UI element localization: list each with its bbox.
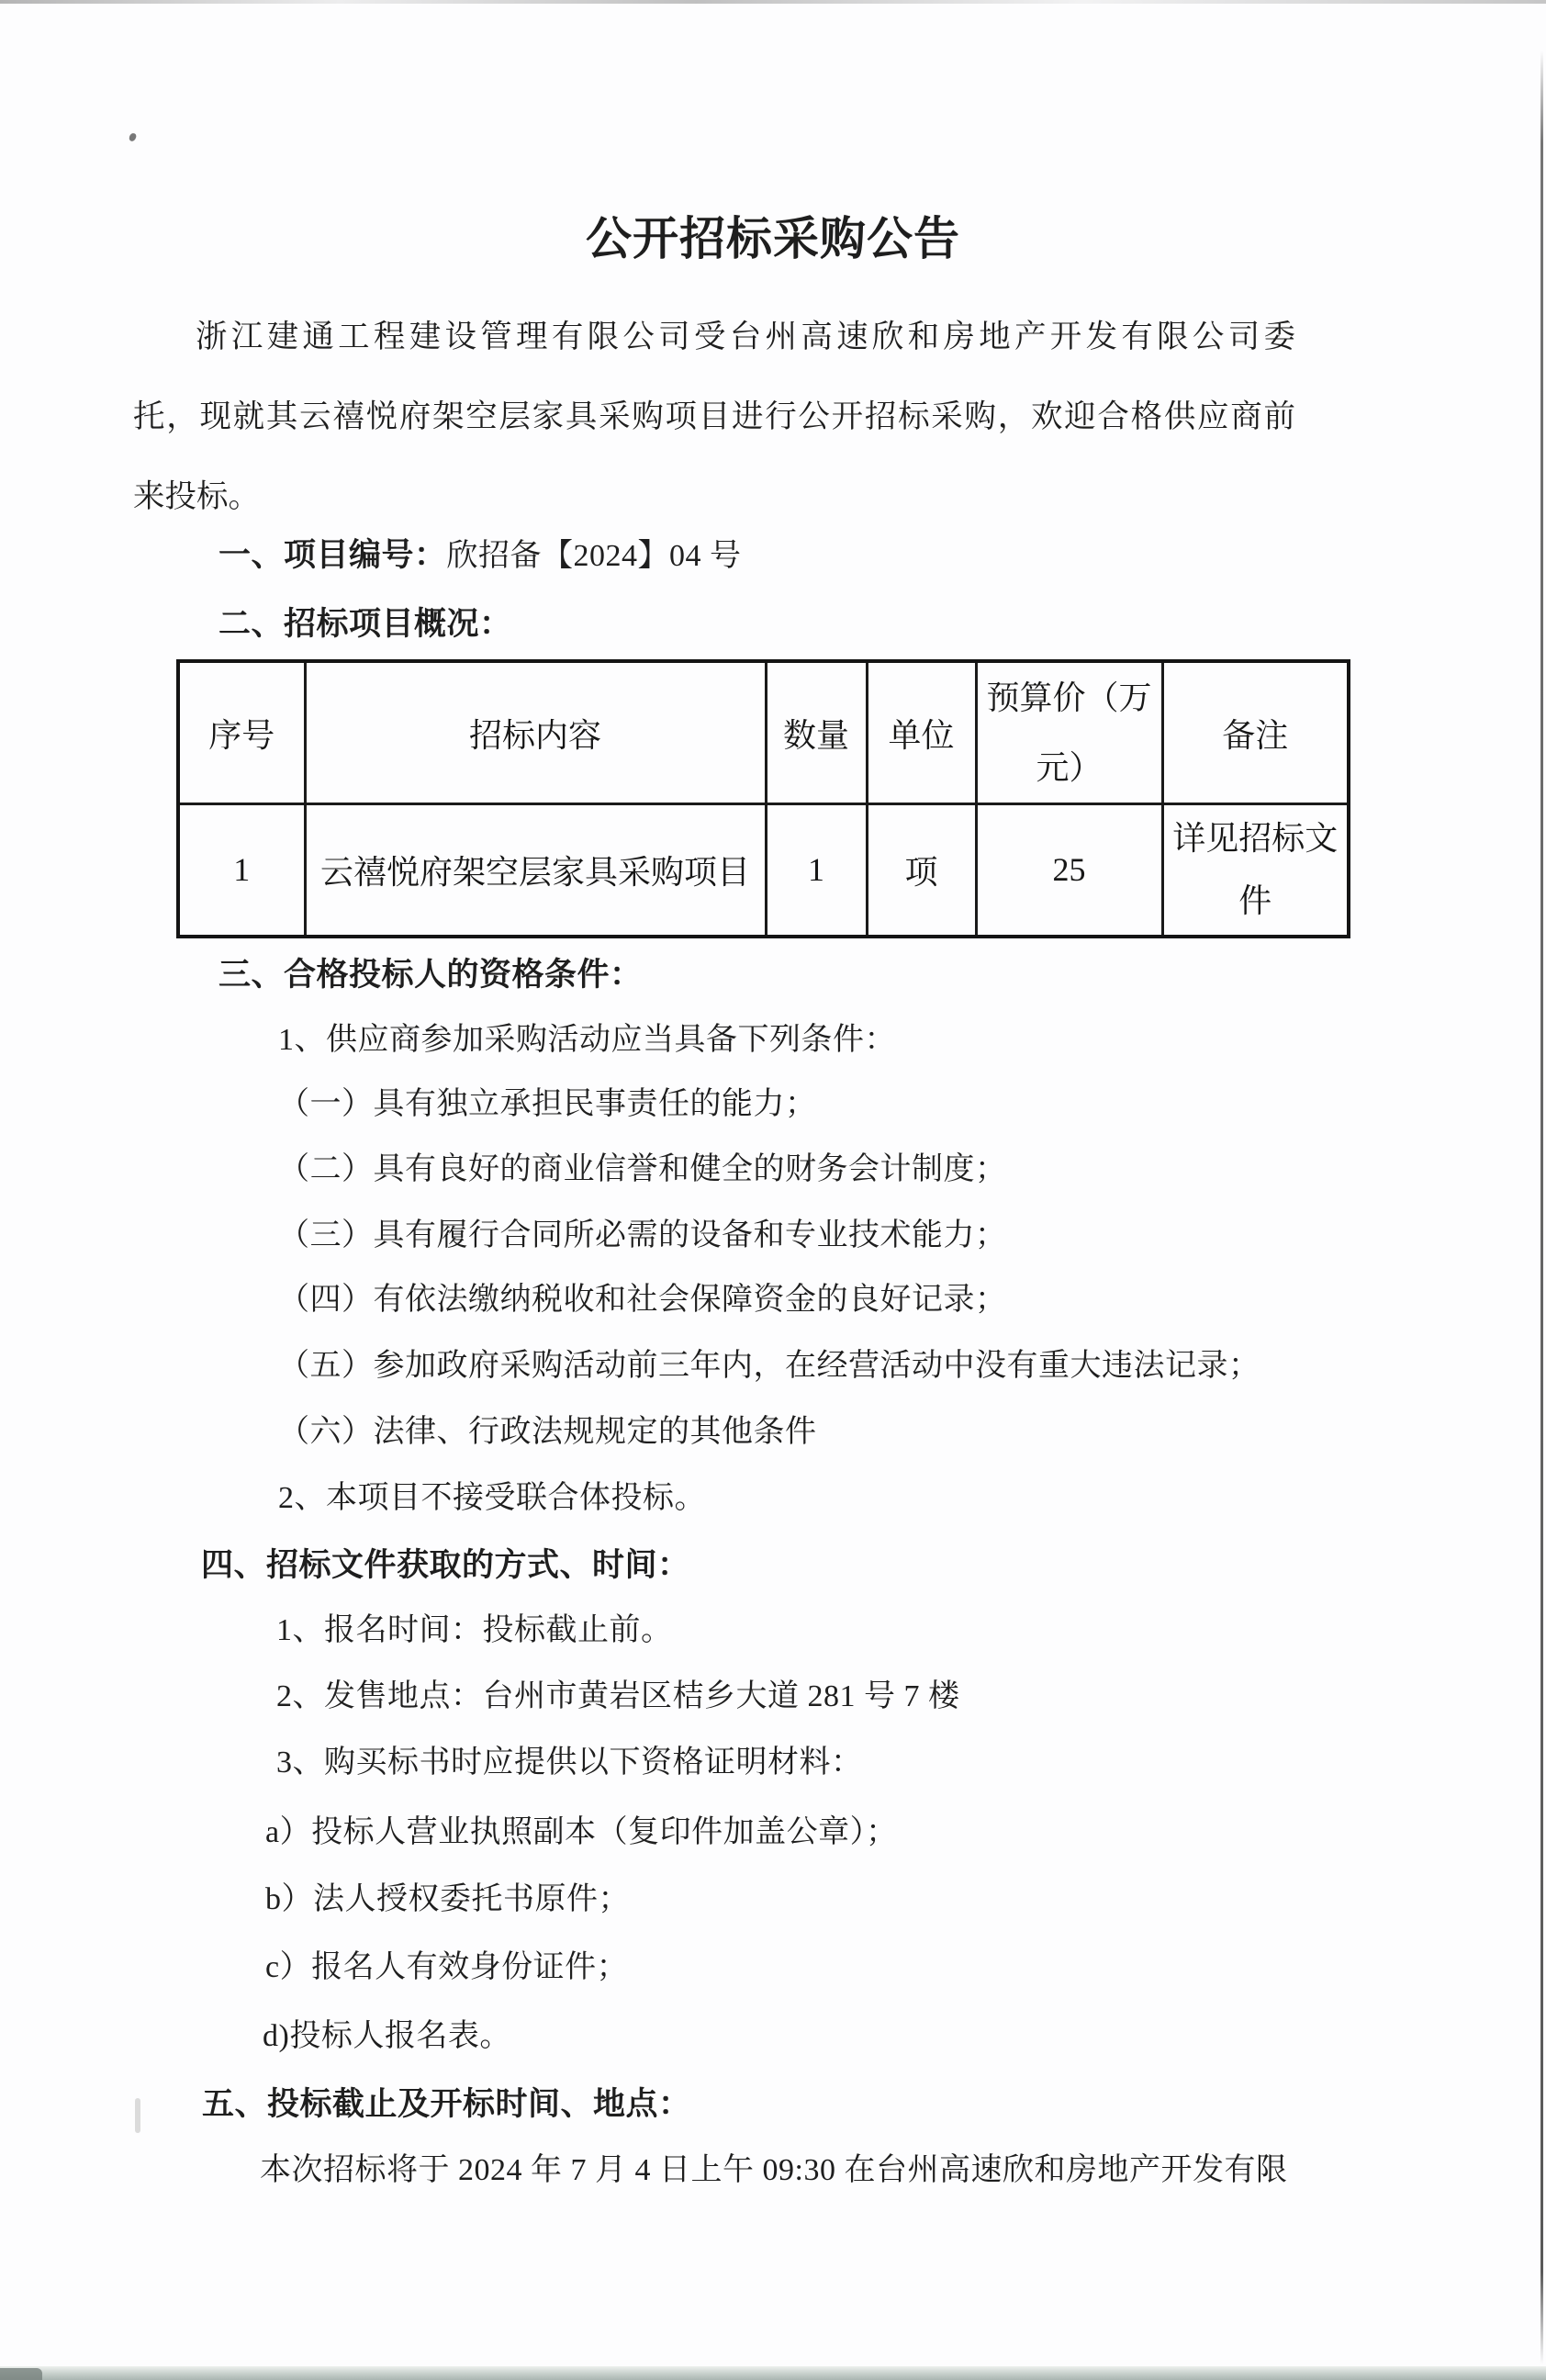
section4-item: c）报名人有效身份证件； bbox=[265, 1950, 629, 1984]
condition-item: （二）具有良好的商业信誉和健全的财务会计制度； bbox=[278, 1152, 1007, 1186]
cell-content: 云禧悦府架空层家具采购项目 bbox=[305, 804, 766, 937]
scan-edge-bottom bbox=[0, 2366, 1546, 2380]
col-header-seq: 序号 bbox=[178, 661, 305, 804]
intro-line: 托，现就其云禧悦府架空层家具采购项目进行公开招标采购，欢迎合格供应商前 bbox=[133, 399, 1295, 434]
section2-heading: 二、招标项目概况： bbox=[218, 606, 512, 642]
intro-paragraph bbox=[133, 298, 1295, 537]
section4-item: d)投标人报名表。 bbox=[263, 2019, 511, 2053]
section4-item: 1、报名时间：投标截止前。 bbox=[276, 1613, 673, 1647]
condition-item: （五）参加政府采购活动前三年内，在经营活动中没有重大违法记录； bbox=[278, 1349, 1260, 1383]
section4-heading: 四、招标文件获取的方式、时间： bbox=[201, 1547, 690, 1583]
condition-item: （四）有依法缴纳税收和社会保障资金的良好记录； bbox=[278, 1283, 1007, 1317]
section3-item2: 2、本项目不接受联合体投标。 bbox=[278, 1481, 706, 1515]
section3-item1: 1、供应商参加采购活动应当具备下列条件： bbox=[278, 1023, 896, 1057]
section4-item: b）法人授权委托书原件； bbox=[265, 1882, 630, 1916]
condition-item: （一）具有独立承担民事责任的能力； bbox=[278, 1087, 817, 1121]
cell-unit: 项 bbox=[867, 804, 976, 937]
col-header-qty: 数量 bbox=[766, 661, 867, 804]
cell-seq: 1 bbox=[178, 804, 305, 937]
condition-item: （六）法律、行政法规规定的其他条件 bbox=[278, 1415, 817, 1449]
col-header-budget: 预算价（万元） bbox=[976, 661, 1162, 804]
cell-note: 详见招标文件 bbox=[1162, 804, 1349, 937]
page-title: 公开招标采购公告 bbox=[586, 213, 960, 264]
col-header-unit: 单位 bbox=[867, 661, 976, 804]
col-header-note: 备注 bbox=[1162, 661, 1349, 804]
intro-line: 来投标。 bbox=[133, 479, 260, 514]
scan-speck bbox=[135, 2098, 140, 2133]
tender-overview-table bbox=[176, 659, 1350, 938]
scan-edge-bottom-corner bbox=[0, 2368, 42, 2380]
section5-body: 本次招标将于 2024 年 7 月 4 日上午 09:30 在台州高速欣和房地产开发有限 bbox=[260, 2153, 1288, 2187]
table-header-row bbox=[178, 661, 1349, 804]
section3-heading: 三、合格投标人的资格条件： bbox=[218, 957, 643, 993]
section4-item: 2、发售地点：台州市黄岩区桔乡大道 281 号 7 楼 bbox=[276, 1679, 960, 1713]
cell-qty: 1 bbox=[766, 804, 867, 937]
section4-item: 3、购买标书时应提供以下资格证明材料： bbox=[276, 1746, 863, 1779]
section5-heading: 五、投标截止及开标时间、地点： bbox=[202, 2086, 691, 2122]
section1-value: 欣招备【2024】04 号 bbox=[446, 539, 742, 573]
intro-line: 浙江建通工程建设管理有限公司受台州高速欣和房地产开发有限公司委 bbox=[196, 320, 1295, 354]
condition-item: （三）具有履行合同所必需的设备和专业技术能力； bbox=[278, 1218, 1007, 1252]
col-header-content: 招标内容 bbox=[305, 661, 766, 804]
section1-label: 一、项目编号： bbox=[218, 537, 447, 573]
scan-edge-top bbox=[0, 0, 1546, 4]
section1-heading bbox=[218, 534, 742, 577]
scan-speck bbox=[129, 132, 137, 142]
scan-edge-right bbox=[1540, 51, 1543, 2364]
cell-budget: 25 bbox=[976, 804, 1162, 937]
table-row bbox=[178, 804, 1349, 937]
section4-item: a）投标人营业执照副本（复印件加盖公章）； bbox=[265, 1815, 898, 1849]
